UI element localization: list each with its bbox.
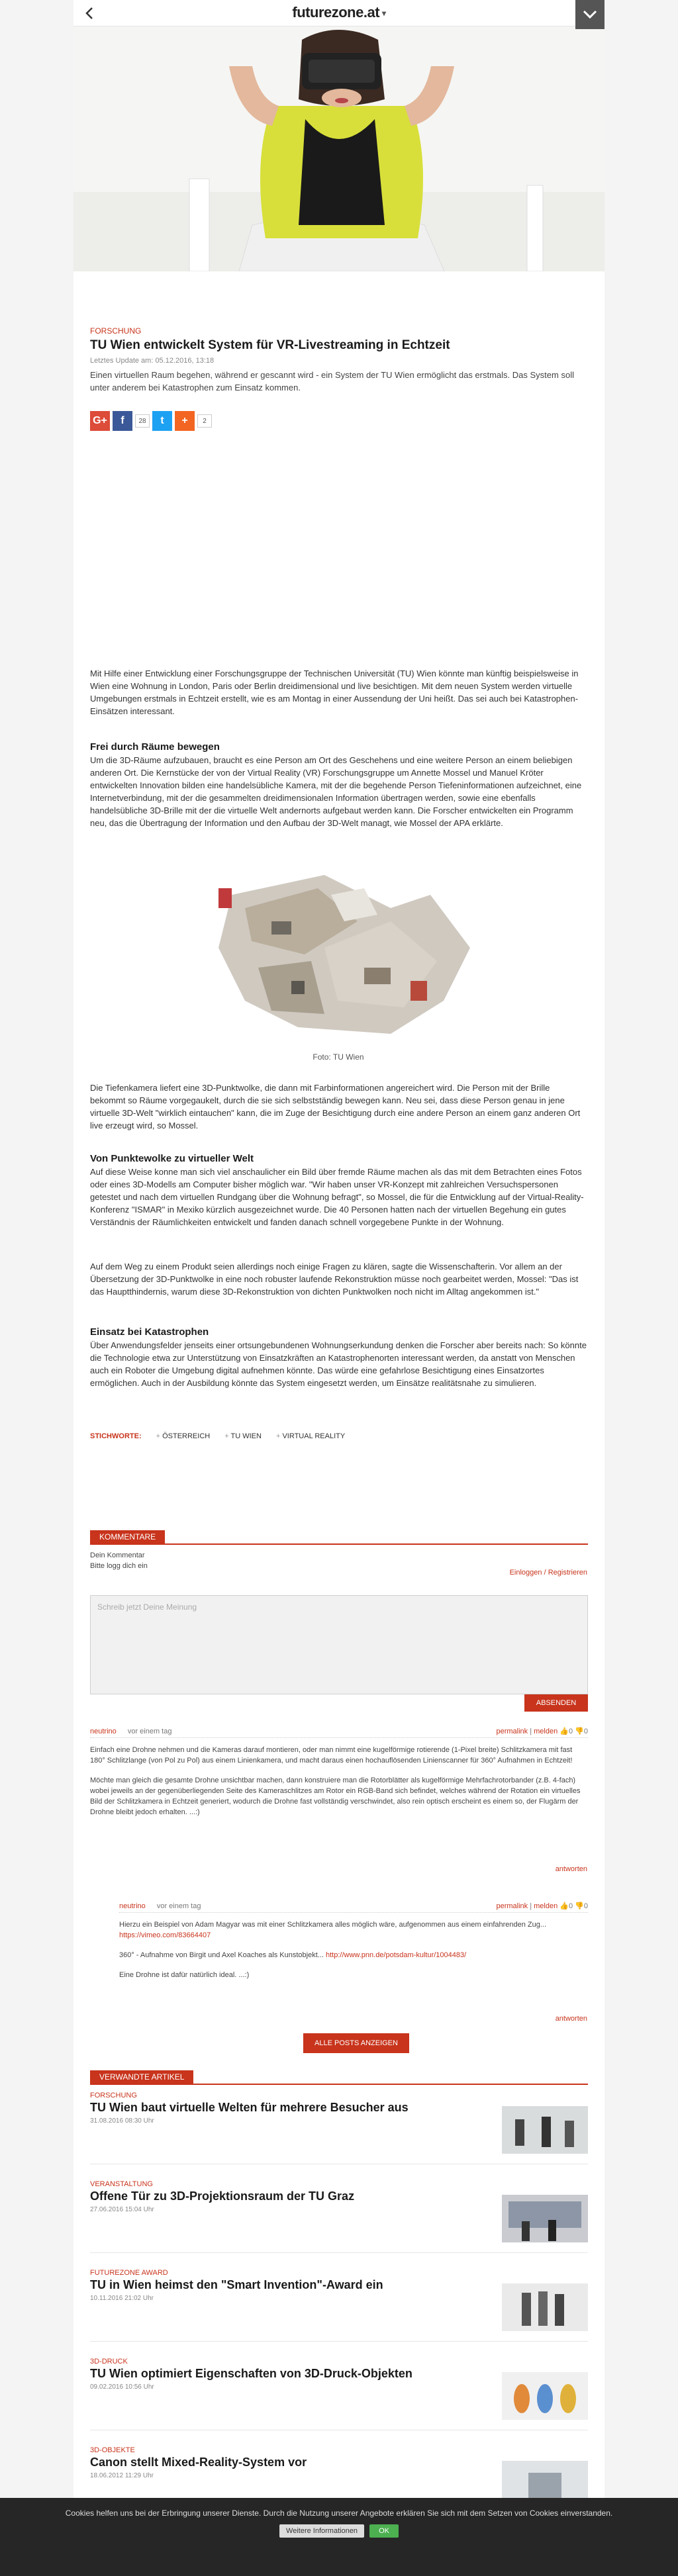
article-header	[90, 326, 587, 394]
related-date: 31.08.2016 08:30 Uhr	[90, 2117, 154, 2125]
facebook-icon: f	[121, 415, 124, 426]
facebook-share-count: 28	[135, 414, 150, 428]
related-date: 18.06.2012 11:29 Uhr	[90, 2472, 154, 2479]
your-comment-label: Dein Kommentar	[90, 1551, 145, 1559]
article-updated: Letztes Update am: 05.12.2016, 13:18	[90, 357, 215, 365]
article-section[interactable]: FORSCHUNG	[90, 326, 142, 336]
related-thumbnail	[502, 2283, 588, 2331]
related-article[interactable]	[90, 2269, 588, 2342]
show-all-posts-button[interactable]: ALLE POSTS ANZEIGEN	[303, 2033, 409, 2053]
comment-time: vor einem tag	[156, 1902, 201, 1910]
related-title: TU in Wien heimst den "Smart Invention"-Award ein	[90, 2278, 383, 2291]
section-points	[90, 1153, 587, 1228]
reply-link[interactable]: antworten	[555, 1865, 587, 1873]
thumbs-down-icon[interactable]: 👎	[575, 1902, 584, 1910]
comment-header	[119, 1901, 588, 1913]
figure-caption: Foto: TU Wien	[313, 1052, 364, 1062]
related-thumbnail	[502, 2106, 588, 2154]
more-share-count: 2	[197, 414, 212, 428]
related-tag: FORSCHUNG	[90, 2092, 137, 2099]
paragraph-rooms: Um die 3D-Räume aufzubauen, braucht es eine Person am Ort des Geschehens und eine weitere Person an einem beliebigen anderen Ort. Die Kernstücke der von der Virtual Reality (VR) Forschungsgruppe um Annette Mossel und Manuel Kröter entwickelten Innovation bilden eine handelsübliche Kamera, mit der die begehende Person Tiefeninformationen aufzeichnet, eine Internetverbindung, mit der die gesammelten dreidimensionalen Information übertragen werden, sowie eine ebenfalls handelsübliche 3D-Brille mit der die virtuelle Welt andernorts aufgebaut werden kann. Die Forscher entwickelten ein Programm neu, das die Übertragung der Information und den Aufbau der 3D-Welt managt, wie Mossel der APA erklärte.	[90, 755, 582, 828]
comment-actions: permalink | melden 👍0 👎0	[496, 1902, 588, 1910]
cookie-buttons	[0, 2524, 678, 2538]
report-link[interactable]: melden	[534, 1902, 558, 1910]
article-lead: Einen virtuellen Raum begehen, während er gescannt wird - ein System der TU Wien ermöglicht das erstmals. Das System soll unter anderem bei Katastrophen zum Einsatz kommen.	[90, 370, 574, 392]
tag-item[interactable]: + TU WIEN	[224, 1432, 262, 1440]
thumbs-down-icon[interactable]: 👎	[575, 1727, 584, 1735]
tag-item[interactable]: + ÖSTERREICH	[156, 1432, 211, 1440]
comment-text: Einfach eine Drohne nehmen und die Kameras darauf montieren, oder man nimmt eine kugelförmige rotierende (1-Pixel breite) Schlitzkamera mit fast 180° Schlitzlange (von Pol zu Pol) aus einem Linienkamera, und macht daraus einen hochauflösenden Linienscanner für 360° Aufnahmen in Echtzeit!	[90, 1746, 573, 1765]
cookie-text: Cookies helfen uns bei der Erbringung unserer Dienste. Durch die Nutzung unserer Angebote erklären Sie sich mit dem Setzen von Cookies einverstanden.	[65, 2508, 613, 2518]
comment-link[interactable]: http://www.pnn.de/potsdam-kultur/1004483/	[325, 1951, 467, 1959]
share-bar	[90, 411, 212, 431]
login-register-link[interactable]: Einloggen / Registrieren	[509, 1569, 587, 1577]
comment-link[interactable]: https://vimeo.com/83664407	[119, 1931, 211, 1939]
downvote-count: 0	[583, 1727, 588, 1735]
thumbs-up-icon[interactable]: 👍	[559, 1727, 569, 1735]
twitter-share-button[interactable]	[152, 411, 172, 431]
related-date: 09.02.2016 10:56 Uhr	[90, 2383, 154, 2391]
paragraph-points: Auf diese Weise konne man sich viel anschaulicher ein Bild über fremde Räume machen als das mit dem Betrachten eines Fotos oder eines 3D-Modells am Computer bisher möglich war. "Wir haben unser VR-Konzept mit zahlreichen Versuchspersonen getestet und nach dem virtuellen Rundgang über die Wohnung befragt", so Mossel, die für die Entwicklung auf der Virtual-Reality-Konferenz "ISMAR" in Mexiko kürzlich ausgezeichnet wurde. Die 40 Personen hatten nach der virtuellen Begehung ein gutes Verständnis der Räumlichkeiten entwickelt und fanden danach schnell vorgegebene Punkte in der Wohnung.	[90, 1167, 584, 1227]
comment-text: Hierzu ein Beispiel von Adam Magyar was mit einer Schlitzkamera alles möglich wäre, aufgenommen aus einem einfahrenden Zug... https://vimeo.com/83664407	[119, 1921, 547, 1939]
upvote-count: 0	[568, 1727, 573, 1735]
heading-rooms: Frei durch Räume bewegen	[90, 741, 220, 753]
comment-time: vor einem tag	[127, 1727, 172, 1735]
related-title: Canon stellt Mixed-Reality-System vor	[90, 2456, 307, 2469]
login-prompt: Bitte logg dich ein	[90, 1562, 148, 1570]
comment-header	[90, 1726, 588, 1738]
gplus-share-button[interactable]	[90, 411, 110, 431]
article-title: TU Wien entwickelt System für VR-Livestreaming in Echtzeit	[90, 338, 450, 352]
related-heading	[90, 2070, 588, 2085]
cookie-ok-button[interactable]: OK	[369, 2524, 399, 2538]
thumbs-up-icon[interactable]: 👍	[559, 1902, 569, 1910]
3d-reconstruction-image	[192, 868, 486, 1040]
report-link[interactable]: melden	[534, 1727, 558, 1735]
menu-button[interactable]	[575, 0, 605, 29]
related-tag: VERANSTALTUNG	[90, 2180, 153, 2188]
logo-caret-icon: ▾	[382, 9, 386, 19]
comments-heading	[90, 1530, 588, 1545]
vr-headset-photo	[73, 26, 605, 271]
comment-text: Möchte man gleich die gesamte Drohne unsichtbar machen, dann konstruiere man die Rotorblätter als kugelförmige Mehrfachrotorbander (z.B. 4-fach) wobei jeweils an der gegenüberliegenden Seite des Kameraschlitzes am Rotor ein RGB-Band sich befindet, welches während der Rotation ein virtuelles Bild der Schlitzkamera in Echtzeit generiert, wodurch die Drohne fast vollständig verschwindet, also rein optisch erscheint es einem so, der Flugärm der Drohne bleibt jedoch erhalten. ...:)	[90, 1776, 581, 1816]
heading-disaster: Einsatz bei Katastrophen	[90, 1326, 209, 1338]
related-date: 10.11.2016 21:02 Uhr	[90, 2295, 154, 2302]
top-bar	[73, 0, 605, 26]
hero-image	[73, 26, 605, 271]
paragraph-camera: Die Tiefenkamera liefert eine 3D-Punktwolke, die dann mit Farbinformationen angereichert wird. Die Person mit der Brille bekommt so Räume vorgegaukelt, durch die sie sich selbstständig bewegen kann. Neu sei, dass diese Person genau in jene virtuelle 3D-Welt "wirklich eintauchen" kann, die im Zuge der Besichtigung durch eine andere Person an einem ganz anderen Ort live erzeugt wird, so Mossel.	[90, 1083, 581, 1130]
comments-heading-label: KOMMENTARE	[90, 1530, 165, 1543]
tag-item[interactable]: + VIRTUAL REALITY	[276, 1432, 345, 1440]
related-article[interactable]	[90, 2358, 588, 2430]
section-rooms	[90, 741, 587, 829]
more-share-button[interactable]	[175, 411, 195, 431]
comment-input[interactable]	[90, 1595, 588, 1694]
cookie-more-info-button[interactable]: Weitere Informationen	[279, 2524, 364, 2538]
plus-icon: +	[181, 415, 188, 426]
reply-link[interactable]: antworten	[555, 2015, 587, 2023]
section-disaster	[90, 1326, 587, 1389]
comment-author[interactable]: neutrino	[119, 1902, 146, 1910]
related-thumbnail	[502, 2372, 588, 2420]
paragraph-product: Auf dem Weg zu einem Produkt seien allerdings noch einige Fragen zu klären, sagte die Wissenschafterin. Vor allem an der Übersetzung der 3D-Punktwolke in eine noch robuster laufende Rekonstruktion müsse noch gearbeitet werden, Mossel: "Das ist das Hauptthindernis, warum diese 3D-Rekonstruktion von dichten Punktwolken noch nicht im Alltag angekommen ist."	[90, 1262, 579, 1297]
permalink-link[interactable]: permalink	[496, 1727, 528, 1735]
comment-text: 360° - Aufnahme von Birgit und Axel Koaches als Kunstobjekt... http://www.pnn.de/potsdam-kultur/1004483/	[119, 1951, 467, 1959]
related-tag: 3D-DRUCK	[90, 2358, 128, 2366]
heading-points: Von Punktewolke zu virtueller Welt	[90, 1153, 254, 1164]
related-article[interactable]	[90, 2180, 588, 2253]
related-thumbnail	[502, 2195, 588, 2242]
related-date: 27.06.2016 15:04 Uhr	[90, 2206, 154, 2213]
site-logo[interactable]	[73, 4, 605, 21]
comment-form-intro	[90, 1550, 148, 1571]
comment-item	[119, 1901, 588, 1990]
twitter-icon: t	[160, 415, 164, 426]
submit-comment-button[interactable]: ABSENDEN	[524, 1694, 588, 1712]
tag-list	[90, 1432, 345, 1440]
related-heading-label: VERWANDTE ARTIKEL	[90, 2070, 193, 2084]
related-article[interactable]	[90, 2092, 588, 2164]
article-figure	[192, 868, 486, 1040]
cookie-banner	[0, 2498, 678, 2576]
related-title: TU Wien optimiert Eigenschaften von 3D-Druck-Objekten	[90, 2367, 412, 2380]
comment-item	[90, 1726, 588, 1827]
chevron-down-icon	[583, 10, 597, 19]
comment-text: Eine Drohne ist dafür natürlich ideal. ...:)	[119, 1971, 250, 1979]
upvote-count: 0	[568, 1902, 573, 1910]
related-title: TU Wien baut virtuelle Welten für mehrere Besucher aus	[90, 2101, 409, 2114]
downvote-count: 0	[583, 1902, 588, 1910]
article-intro: Mit Hilfe einer Entwicklung einer Forschungsgruppe der Technischen Universität (TU) Wien könnte man künftig beispielsweise in Wien eine Wohnung in London, Paris oder Berlin dreidimensional und live besichtigen. Mit dem neuen System werden virtuelle Umgebungen erstmals in Echtzeit erstellt, wie es am Montag in einer Aussendung der Uni heißt. Das sei auch bei Katastrophen-Einsätzen interessant.	[90, 668, 579, 716]
related-title: Offene Tür zu 3D-Projektionsraum der TU Graz	[90, 2189, 355, 2203]
facebook-share-button[interactable]	[113, 411, 132, 431]
paragraph-disaster: Über Anwendungsfelder jenseits einer ortsungebundenen Wohnungserkundung denken die Forscher aber bereits nach: So könnte die Technologie etwa zur Unterstützung von Einsatzkräften an Katastrophenorten interessant werden, da anstatt von Menschen auch ein Roboter die Umgebung digital aufnehmen könnte. Das würde eine gefahrlose Besichtigung eines Einsatzortes ermöglichen. Auch in der Ausbildung könnte das System eingesetzt werden, um Einsätze realitätsnahe zu simulieren.	[90, 1340, 587, 1388]
gplus-icon: G+	[93, 415, 107, 426]
permalink-link[interactable]: permalink	[496, 1902, 528, 1910]
logo-text: futurezone.at	[292, 4, 380, 21]
comment-author[interactable]: neutrino	[90, 1727, 117, 1735]
comment-input-placeholder: Schreib jetzt Deine Meinung	[97, 1602, 197, 1612]
related-tag: FUTUREZONE AWARD	[90, 2269, 168, 2277]
related-tag: 3D-OBJEKTE	[90, 2446, 135, 2454]
comment-actions: permalink | melden 👍0 👎0	[496, 1727, 588, 1735]
tags-label: STICHWORTE:	[90, 1432, 142, 1440]
